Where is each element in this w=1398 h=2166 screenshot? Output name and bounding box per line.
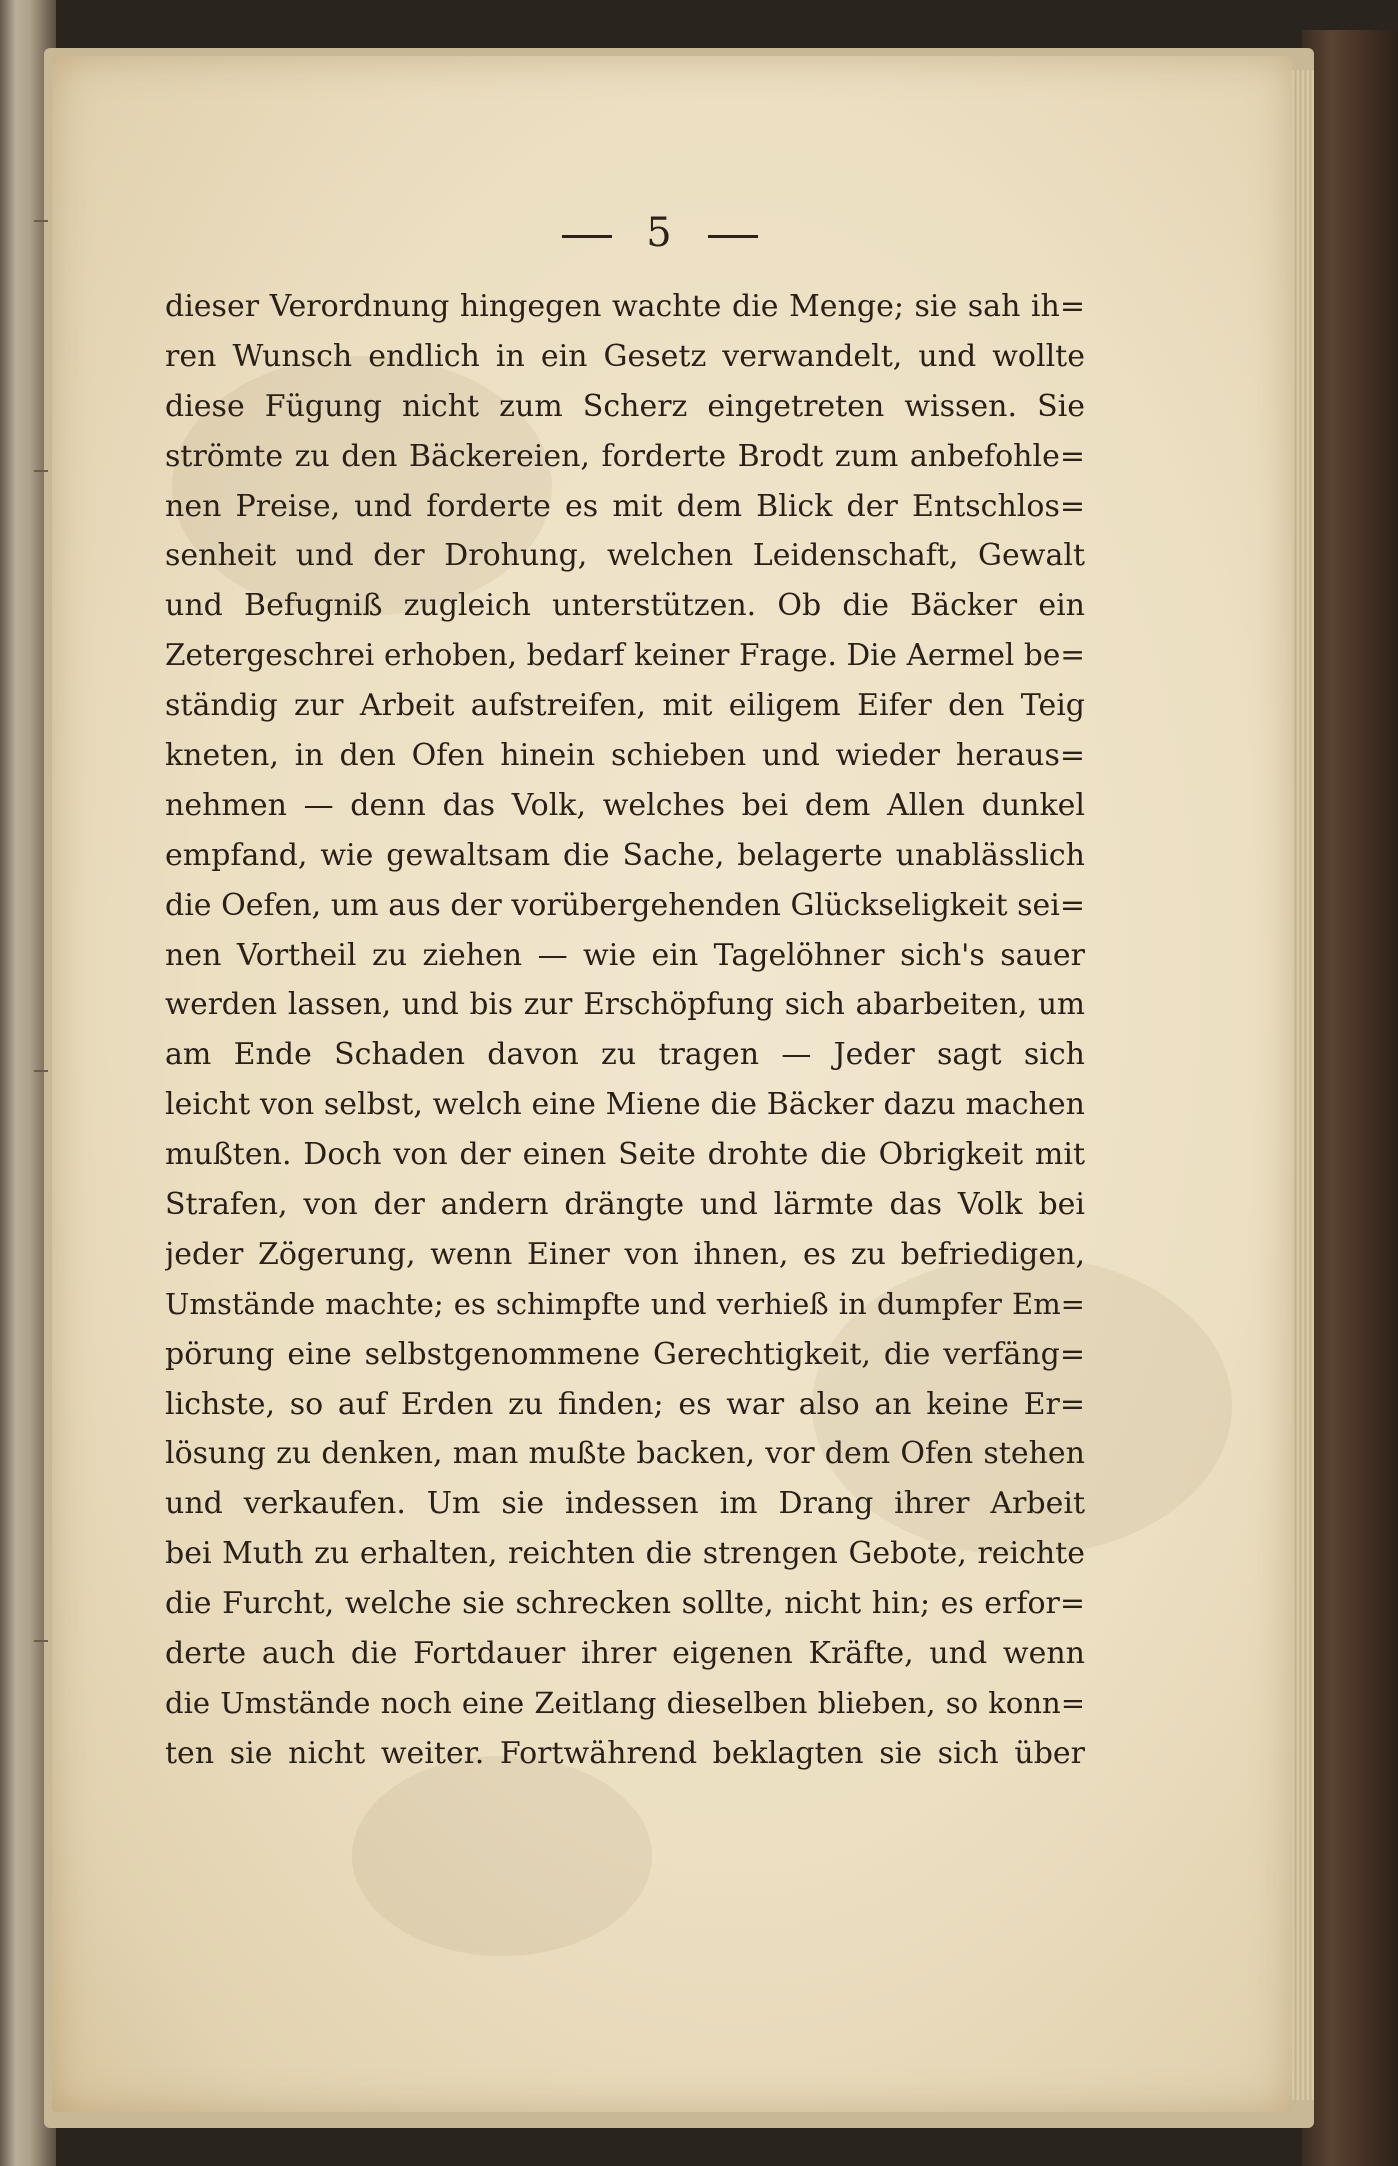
header-dash-right (708, 235, 758, 238)
page-number: 5 (646, 210, 674, 256)
text-line: nen Preise, und forderte es mit dem Blick der Entschlos= (165, 488, 1085, 524)
text-line: strömte zu den Bäckereien, forderte Brodt zum anbefohle= (165, 438, 1085, 474)
gutter-mark (34, 470, 48, 472)
text-line: nen Vortheil zu ziehen — wie ein Tagelöhner sich's sauer (165, 937, 1085, 973)
text-line: empfand, wie gewaltsam die Sache, belagerte unablässlich (165, 837, 1085, 873)
text-line: und Befugniß zugleich unterstützen. Ob die Bäcker ein (165, 588, 1085, 624)
text-line: derte auch die Fortdauer ihrer eigenen Kräfte, und wenn (165, 1636, 1085, 1672)
text-line: mußten. Doch von der einen Seite drohte die Obrigkeit mit (165, 1137, 1085, 1173)
text-line: leicht von selbst, welch eine Miene die Bäcker dazu machen (165, 1087, 1085, 1123)
text-line: ren Wunsch endlich in ein Gesetz verwandelt, und wollte (165, 338, 1085, 374)
page-edges (1292, 70, 1314, 2100)
text-line: ständig zur Arbeit aufstreifen, mit eiligem Eifer den Teig (165, 688, 1085, 724)
text-line: Strafen, von der andern drängte und lärmte das Volk bei (165, 1187, 1085, 1223)
text-line: lichste, so auf Erden zu finden; es war also an keine Er= (165, 1386, 1085, 1422)
text-line: am Ende Schaden davon zu tragen — Jeder sagt sich (165, 1037, 1085, 1073)
text-line: die Umstände noch eine Zeitlang dieselben blieben, so konn= (165, 1685, 1085, 1720)
text-line: senheit und der Drohung, welchen Leidenschaft, Gewalt (165, 538, 1085, 574)
text-line: werden lassen, und bis zur Erschöpfung sich abarbeiten, um (165, 987, 1085, 1022)
page-header (0, 210, 1320, 256)
text-line: diese Fügung nicht zum Scherz eingetreten wissen. Sie (165, 388, 1085, 424)
body-text (165, 282, 1085, 1779)
paper-stain (352, 1756, 652, 1956)
text-line: kneten, in den Ofen hinein schieben und wieder heraus= (165, 738, 1085, 774)
text-line: pörung eine selbstgenommene Gerechtigkeit, die verfäng= (165, 1336, 1085, 1372)
book-cover-right (1302, 30, 1398, 2166)
text-line: dieser Verordnung hingegen wachte die Menge; sie sah ih= (165, 289, 1085, 324)
text-line: Umstände machte; es schimpfte und verhieß in dumpfer Em= (165, 1286, 1085, 1321)
text-line: ten sie nicht weiter. Fortwährend beklagten sie sich über (165, 1735, 1085, 1771)
text-line: Zetergeschrei erhoben, bedarf keiner Frage. Die Aermel be= (165, 638, 1085, 673)
text-line: jeder Zögerung, wenn Einer von ihnen, es zu befriedigen, (165, 1236, 1085, 1272)
header-dash-left (562, 235, 612, 238)
text-line: die Furcht, welche sie schrecken sollte, nicht hin; es erfor= (165, 1586, 1085, 1622)
text-line: nehmen — denn das Volk, welches bei dem Allen dunkel (165, 787, 1085, 823)
text-line: die Oefen, um aus der vorübergehenden Glückseligkeit sei= (165, 887, 1085, 923)
text-line: bei Muth zu erhalten, reichten die strengen Gebote, reichte (165, 1536, 1085, 1572)
text-line: und verkaufen. Um sie indessen im Drang ihrer Arbeit (165, 1486, 1085, 1522)
text-line: lösung zu denken, man mußte backen, vor dem Ofen stehen (165, 1436, 1085, 1472)
gutter-mark (34, 1070, 48, 1072)
gutter-mark (34, 1640, 48, 1642)
